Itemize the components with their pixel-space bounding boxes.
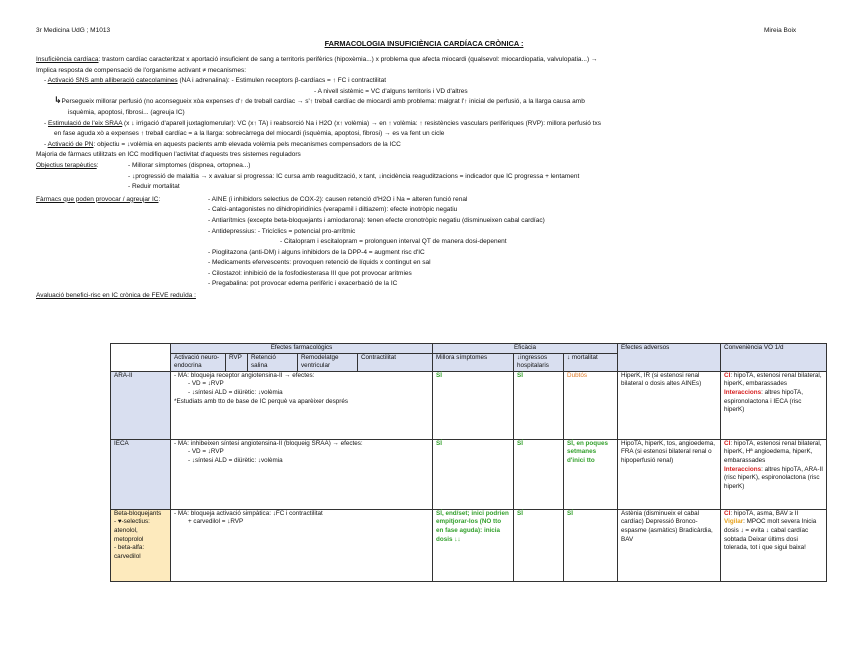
ingressos-cell: SÍ [514, 439, 564, 509]
farmacs-list [208, 195, 545, 290]
corner-cell [111, 344, 171, 372]
list-item: - Calci-antagonistes no dihidropiridínics (verapamil i diltiazem): efecte inotròpic negatiu [208, 206, 458, 214]
list-item: - Antidepressius: - Tricíclics = potencial pro-arrítmic [208, 227, 356, 235]
effects-cell: - MA: inhibeixen síntesi angiotensina-II (bloqueig SRAA) → efectes: - VD = ↓RVP - ↓síntesi ALD = diürètic: ↓volèmia [171, 439, 433, 509]
col-ingressos: ↓ingressos hospitalaris [514, 353, 564, 371]
col-retencio: Retenció salina [248, 353, 298, 371]
benefit-risk-table [110, 343, 827, 582]
list-item: - Antiarítmics (excepte beta-bloquejants i amiodarona): tenen efecte cronotròpic negatiu (disminueixen cabal cardíac) [208, 216, 545, 224]
list-item: - Pioglitazona (anti-DM) i alguns inhibidors de la DPP-4 = augment risc d'IC [208, 248, 425, 256]
col-activacio: Activació neuro-endocrina [171, 353, 226, 371]
majoria-line: Majoria de fàrmacs utilitzats en ICC modifiquen l'activitat d'aquests tres sistemes reguladors [36, 151, 301, 159]
table-header-row [111, 344, 827, 354]
table-row [111, 439, 827, 509]
mortalitat-cell: SÍ, en poques setmanes d'inici tto [564, 439, 618, 509]
col-contractilitat: Contractilitat [358, 353, 433, 371]
sns-systemic: - A nivell sistèmic = VC d'alguns territoris i VD d'altres [314, 87, 468, 95]
sraa-activation-2: en fase aguda xò a expenses ↑ treball cardíac = a la llarga: sobrecàrrega del miocardi (isquèmia, apoptosi, fibrosi) → es va fent un cicle [54, 130, 445, 138]
mortalitat-cell: SÍ [564, 509, 618, 581]
list-item: - Millorar símptomes (dispnea, ortopnea...) [128, 161, 251, 169]
sns-consequence: ↳Persegueix millorar perfusió (no aconsegueix xòa expenses d'↑ de treball cardíac → s'↑ treball cardíac de miocardi amb problema: malgrat l'↑ inicial de perfusió, a la llarga causa amb [54, 96, 585, 107]
corner-arrow-icon: ↳ [54, 96, 62, 107]
header-author: Mireia Boix [764, 27, 797, 34]
col-eficacia: Eficàcia [433, 344, 618, 354]
list-item: - Medicaments efervescents: provoquen retenció de líquids x contingut en sal [208, 259, 431, 267]
col-rvp: RVP [226, 353, 248, 371]
drug-name: Beta-bloquejants - ♥-selectius: atenolol, metoprolol - beta-alfa: carvedilol [111, 509, 171, 581]
sns-consequence-2: isquèmia, apoptosi, fibrosi... (agreuja IC) [68, 108, 185, 116]
farmacs-label: Fàrmacs que poden provocar / agreujar IC: [36, 195, 161, 203]
objectius-label: Objectius terapèutics: [36, 161, 99, 169]
adversos-cell: HiperK, IR (si estenosi renal bilateral o dosis altes AINEs) [618, 371, 721, 439]
effects-cell: - MA: bloqueja receptor angiotensina-II → efectes: - VD = ↓RVP - ↓síntesi ALD = diürètic: ↓volèmia *Estudiats amb tto de base de IC perquè va aparèixer després [171, 371, 433, 439]
col-mortalitat: ↓ mortalitat [564, 353, 618, 371]
document-body [36, 55, 836, 302]
list-item: - Cilostazol: inhibició de la fosfodiesterasa III que pot provocar arítmies [208, 269, 412, 277]
list-item: - ↓progressió de malaltia → x avaluar si progressa: IC cursa amb reagudització, x tant, ↓incidència reaguditzacions = indicador que IC progressa + lentament [128, 172, 580, 180]
col-remodelatge: Remodelatge ventricular [298, 353, 358, 371]
mortalitat-cell: Dubtós [564, 371, 618, 439]
adversos-cell: Astènia (disminueix el cabal cardíac) Depressió Bronco-espasme (asmàtics) Bradicàrdia, BAV [618, 509, 721, 581]
adversos-cell: HipoTA, hiperK, tos, angioedema, FRA (si estenosi bilateral renal o hipoperfusió renal) [618, 439, 721, 509]
ingressos-cell: SÍ [514, 509, 564, 581]
effects-cell: - MA: bloqueja activació simpàtica: ↓FC i contractilitat + carvedilol = ↓RVP [171, 509, 433, 581]
objectius-list [128, 161, 579, 193]
sraa-activation: - Estimulació de l'eix SRAA (x ↓ irrigació d'aparell juxtaglomerular): VC (x↑ TA) i reabsorció Na i H2O (x↑ volèmia) → en ↑ volèmia: ↑ resistències vasculars perifèriques (RVP): millora perfusió txs [44, 119, 601, 127]
pn-activation: - Activació de PN: objectiu = ↓volèmia en aquests pacients amb elevada volèmia pels mecanismes compensadors de la ICC [44, 140, 401, 148]
list-item: - Pregabalina: pot provocar edema perifèric i exacerbació de la IC [208, 280, 398, 288]
farmacs-section [36, 195, 836, 290]
table-row [111, 371, 827, 439]
drug-name: ARA-II [111, 371, 171, 439]
page-title: FARMACOLOGIA INSUFICIÈNCIA CARDÍACA CRÒNICA : [324, 39, 524, 48]
conveniencia-cell: CI: hipoTA, asma, BAV ≥ II Vigilar: MPOC molt severa Inicia dosis ↓ = evita ↓ cabal cardíac sobtada Deixar últims dosi tolerada, tot i que sigui baixa! [721, 509, 827, 581]
millora-cell: SÍ, end/set; inici podrien empitjorar-los (NO tto en fase aguda): inicia dosis ↓↓ [433, 509, 514, 581]
list-item: - Citalopram i escitalopram = prolonguen interval QT de manera dosi-depenent [280, 238, 507, 246]
table-row [111, 509, 827, 581]
list-item: - Reduir mortalitat [128, 183, 180, 191]
col-efectes: Efectes farmacològics [171, 344, 433, 354]
drug-name: IECA [111, 439, 171, 509]
ingressos-cell: SÍ [514, 371, 564, 439]
conveniencia-cell: CI: hipoTA, estenosi renal bilateral, hiperK, embarassades Interaccions: altres hipoTA, espironolactona i IECA (risc hiperK) [721, 371, 827, 439]
millora-cell: SÍ [433, 439, 514, 509]
list-item: - AINE (i inhibidors selectius de COX-2): causen retenció d'H2O i Na = alteren funció renal [208, 195, 468, 203]
col-millora: Millora símptomes [433, 353, 514, 371]
conveniencia-cell: CI: hipoTA, estenosi renal bilateral, hiperK, Hª angioedema, hiperK, embarassades Interaccions: altres hipoTA, ARA-II (risc hiperK), espironolactona (risc hiperK) [721, 439, 827, 509]
col-conveniencia: Conveniència VO 1/d [721, 344, 827, 372]
header-course: 3r Medicina UdG ; M1013 [36, 27, 111, 34]
ic-definition: Insuficiència cardíaca: trastorn cardíac caracteritzat x aportació insuficient de sang a territoris perifèrics (hipoxèmia...) x problema que afecta miocardi (qualsevol: miocardiopatia, valvulopatia...) → [36, 56, 598, 63]
sns-activation: - Activació SNS amb alliberació catecolamines (NA i adrenalina): - Estimulen receptors β-cardíacs = ↑ FC i contractilitat [44, 77, 387, 85]
objectius-section [36, 161, 836, 193]
compensation-line: Implica resposta de compensació de l'organisme activant ≠ mecanismes: [36, 66, 247, 74]
col-adversos: Efectes adversos [618, 344, 721, 372]
avaluacio-heading: Avaluació benefici-risc en IC crònica de FEVE reduïda : [36, 292, 196, 300]
millora-cell: SÍ [433, 371, 514, 439]
